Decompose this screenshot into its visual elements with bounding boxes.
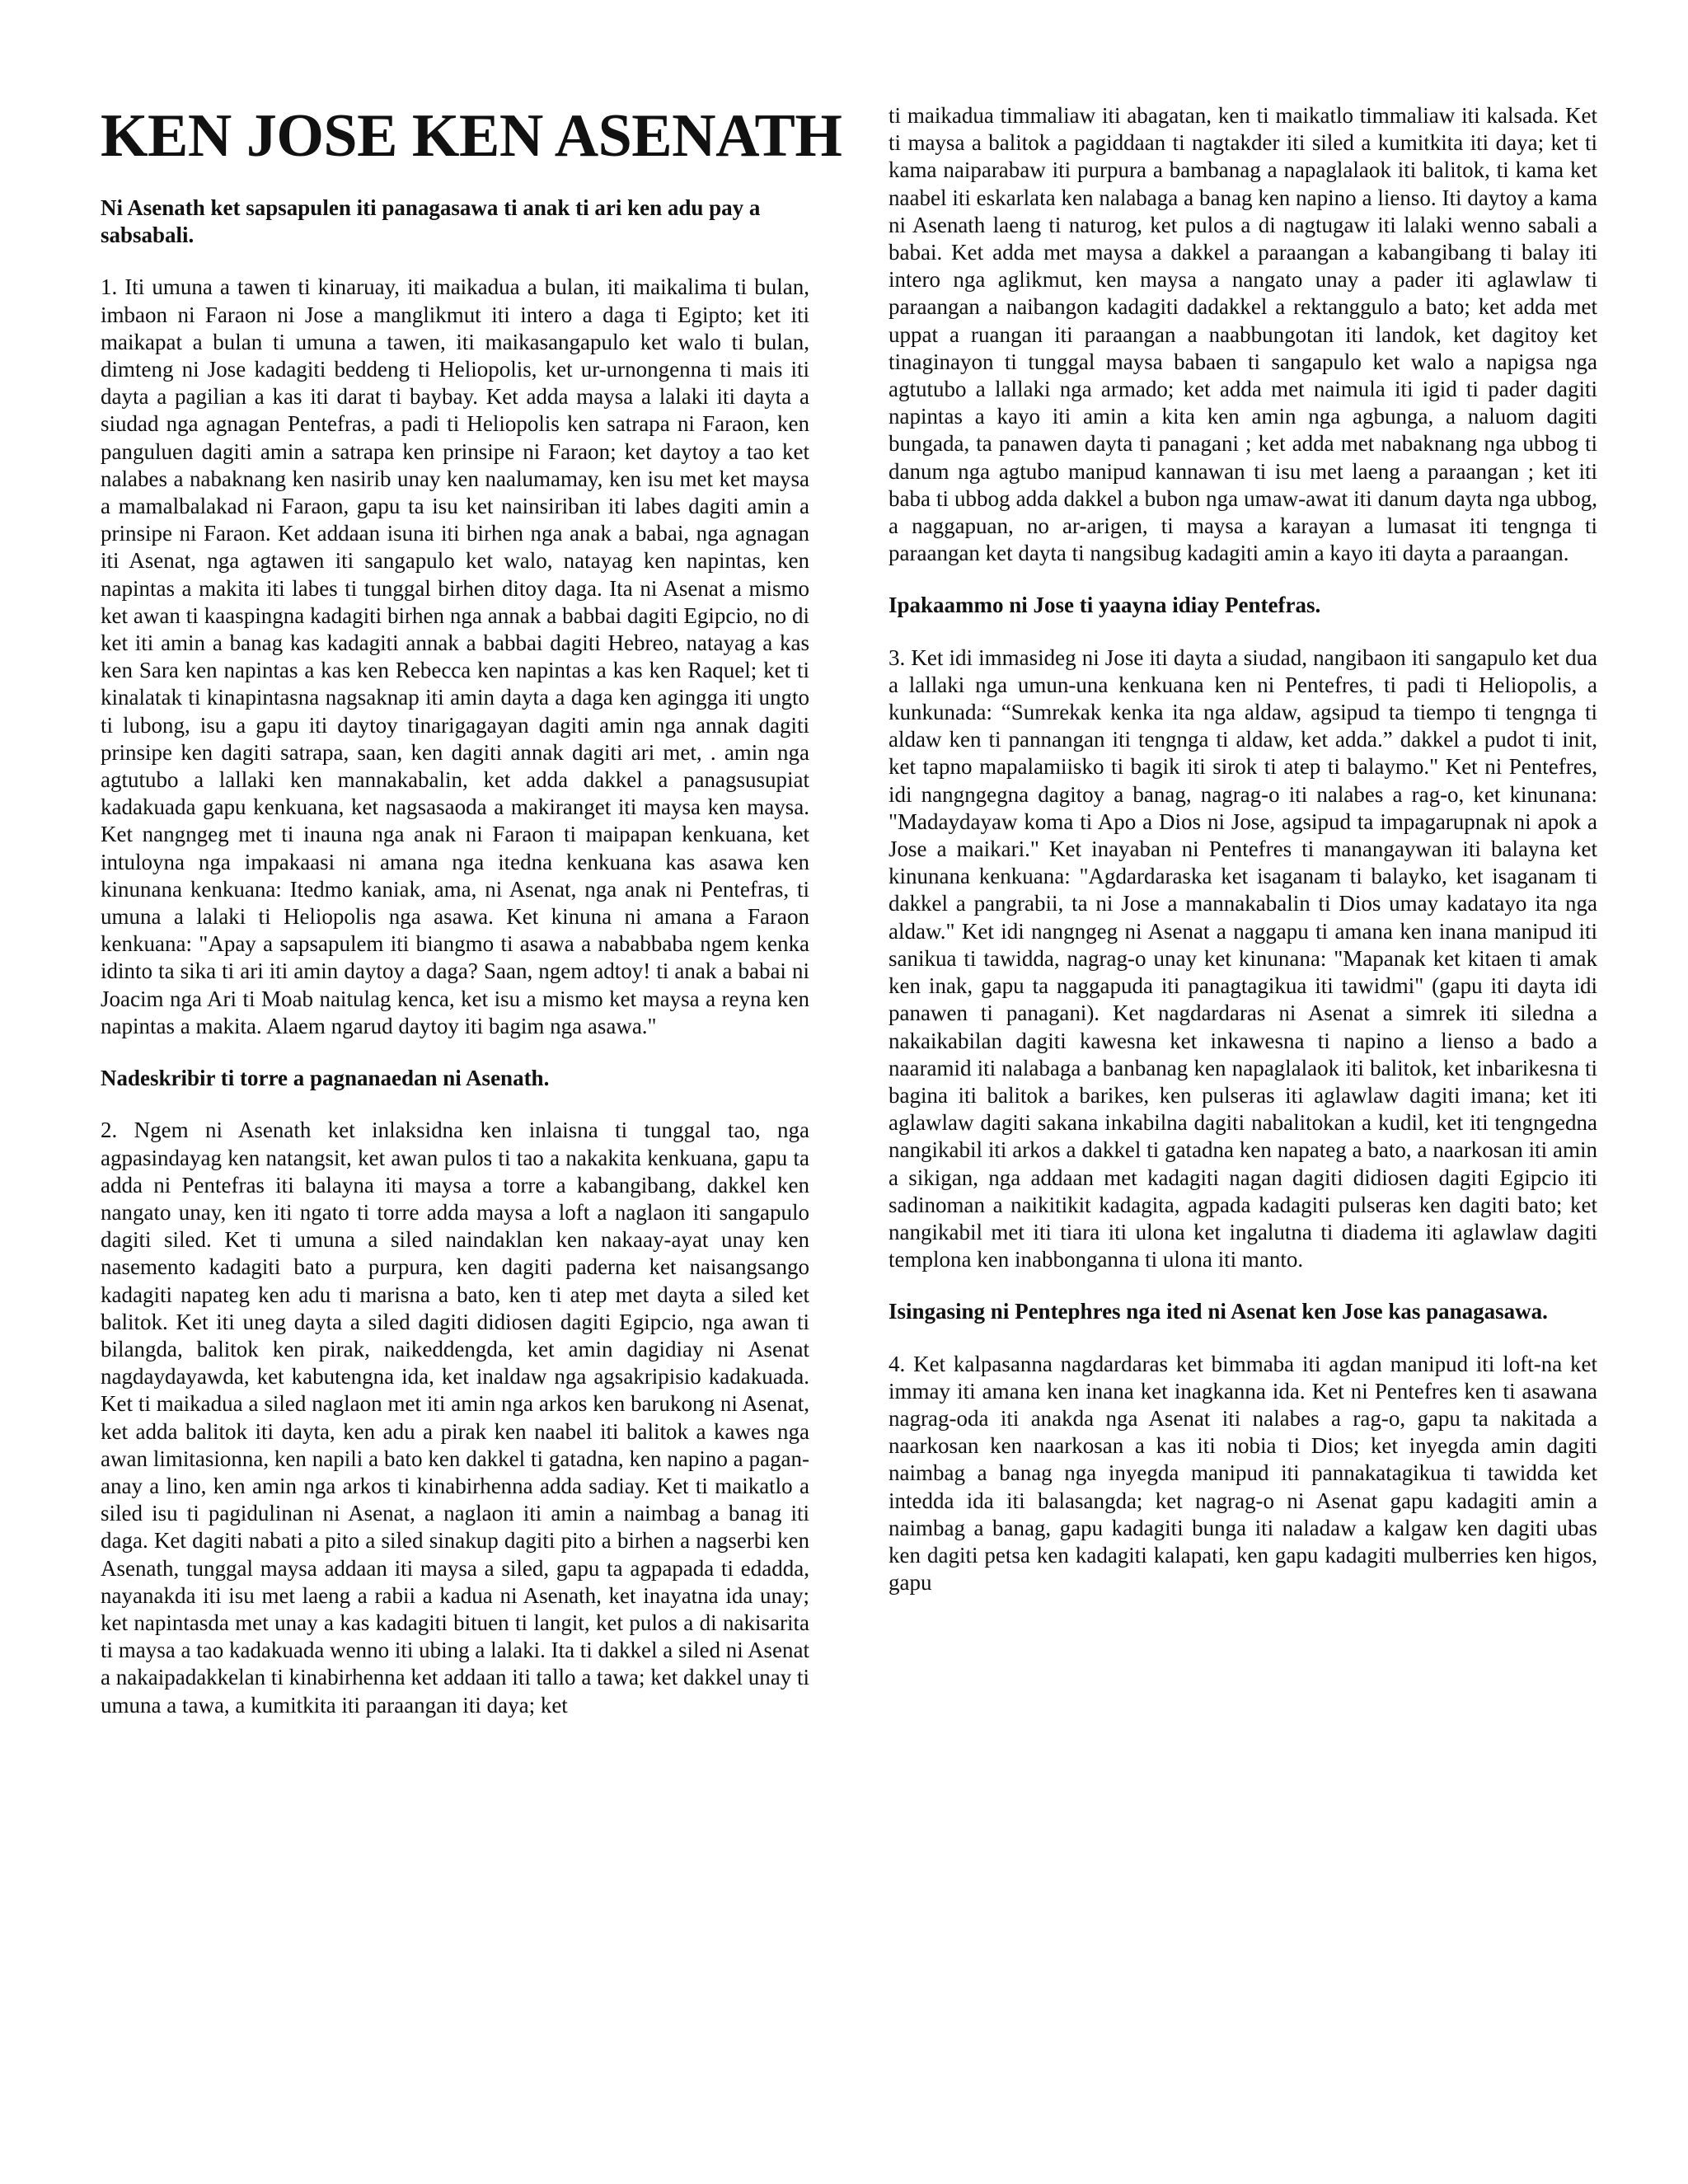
section-heading-4: Isingasing ni Pentephres nga ited ni Asenat ken Jose kas panagasawa. [889,1299,1548,1324]
section-heading-2: Nadeskribir ti torre a pagnanaedan ni Asenath. [101,1066,550,1091]
paragraph-4: 4. Ket kalpasanna nagdardaras ket bimmaba iti agdan manipud iti loft-na ket immay iti amana ken inana ket inagkanna ida. Ket ni Pentefres ken ti asawana nagrag-oda iti anakda nga Asenat iti nalabes a rag-o, gapu ta nakitada a naarkosan ken naarkosan a kas iti nobia ti Dios; ket inyegda amin dagiti naimbag a banag nga inyegda manipud iti pannakatagikua ti tawidda ket intedda ida iti balasangda; ket nagrag-o ni Asenat gapu kadagiti amin a naimbag a banag, gapu kadagiti bunga iti naladaw a kalgaw ken dagiti ubas ken dagiti petsa ken kadagiti kalapati, ken gapu kadagiti mulberries ken higos, gapu [889,1351,1597,1596]
paragraph-1: 1. Iti umuna a tawen ti kinaruay, iti maikadua a bulan, iti maikalima ti bulan, imbaon ni Faraon ni Jose a manglikmut iti intero a daga ti Egipto; ket iti maikapat a bulan ti umuna a tawen, iti maikasangapulo ket walo ti bulan, dimteng ni Jose kadagiti beddeng ti Heliopolis, ket ur-urnongenna ti mais iti dayta a pagilian a kas iti darat ti baybay. Ket adda maysa a lalaki iti dayta a siudad nga agnagan Pentefras, a padi ti Heliopolis ken satrapa ni Faraon, ken panguluen dagiti amin a satrapa ken prinsipe ni Faraon; ket daytoy a tao ket nalabes a nabaknang ken nasirib unay ken naalumamay, ken isu met ket maysa a mamalbalakad ni Faraon, gapu ta isu ket nainsiriban iti labes dagiti amin a prinsipe ni Faraon. Ket addaan isuna iti birhen nga anak a babai, nga agnagan iti Asenat, nga agtawen iti sangapulo ket walo, natayag ken napintas, ken napintas a makita iti labes ti tunggal birhen ditoy daga. Ita ni Asenat a mismo ket awan ti kaaspingna kadagiti birhen nga annak a babbai dagiti Egipcio, no di ket iti amin a banag kas kadagiti annak a babbai dagiti Hebreo, natayag a kas ken Sara ken napintas a kas ken Rebecca ken napintas a kas ken Raquel; ket ti kinalatak ti kinapintasna nagsaknap iti amin dayta a daga ken agingga iti ungto ti lubong, isu a gapu iti daytoy tinarigagayan dagiti amin nga annak dagiti prinsipe ken dagiti satrapa, saan, ken dagiti annak dagiti ari met, . amin nga agtutubo a lallaki ken mannakabalin, ket adda dakkel a panagsusupiat kadakuada gapu kenkuana, ket nagsasaoda a makiranget iti maysa ken maysa. Ket nangngeg met ti inauna nga anak ni Faraon ti maipapan kenkuana, ket intuloyna nga impakaasi ni amana nga itedna kenkuana kas asawa ken kinunana kenkuana: Itedmo kaniak, ama, ni Asenat, nga anak ni Pentefras, ti umuna a lalaki ti Heliopolis nga asawa. Ket kinuna ni amana a Faraon kenkuana: "Apay a sapsapulem iti biangmo ti asawa a nababbaba ngem kenka idinto ta sika ti ari iti amin daytoy a daga? Saan, ngem adtoy! ti anak a babai ni Joacim nga Ari ti Moab naitulag kenca, ket isu a mismo ket maysa a reyna ken napintas a makita. Alaem ngarud daytoy iti bagim nga asawa." [101,274,809,1038]
paragraph-2-continued: ti maikadua timmaliaw iti abagatan, ken ti maikatlo timmaliaw iti kalsada. Ket ti maysa a balitok a pagiddaan ti nagtakder iti siled a kumitkita iti daya; ket ti kama naiparabaw iti purpura a bambanag a napaglalaok iti balitok, ti kama ket naabel iti eskarlata ken nalabaga a banag ken napino a lienso. Iti daytoy a kama ni Asenath laeng ti naturog, ket pulos a di nagtugaw iti lalaki wenno sabali a babai. Ket adda met maysa a dakkel a paraangan a kabangibang ti balay iti intero nga aglikmut, ken maysa a nangato unay a pader iti aglawlaw ti paraangan a naibangon kadagiti dadakkel a rektanggulo a bato; ket adda met uppat a ruangan iti paraangan a naabbungotan iti landok, ket dagitoy ket tinaginayon ti tunggal maysa babaen ti sangapulo ket walo a napigsa nga agtutubo a lallaki nga armado; ket adda met naimula iti igid ti pader dagiti napintas a kayo iti amin a kita ken amin nga agbunga, a naluom dagiti bungada, ta panawen dayta ti panagani ; ket adda met nabaknang nga ubbog ti danum nga agtubo manipud kannawan ti isu met laeng a paraangan ; ket iti baba ti ubbog adda dakkel a bubon nga umaw-awat iti danum dayta nga ubbog, a naggapuan, no ar-arigen, ti maysa a karayan a lumasat iti tengnga ti paraangan ket dayta ti nangsibug kadagiti amin a kayo iti dayta a paraangan. [889,103,1597,566]
paragraph-2: 2. Ngem ni Asenath ket inlaksidna ken inlaisna ti tunggal tao, nga agpasindayag ken natangsit, ket awan pulos ti tao a nakakita kenkuana, gapu ta adda ni Pentefras iti balayna iti maysa a torre a kabangibang, dakkel ken nangato unay, ken iti ngato ti torre adda maysa a loft a naglaon iti sangapulo dagiti siled. Ket ti umuna a siled naindaklan ken nakaay-ayat unay ken nasemento kadagiti bato a purpura, ken dagiti paderna ket naisangsango kadagiti napateg ken adu ti marisna a bato, ken ti atep met dayta a siled ket balitok. Ket iti uneg dayta a siled dagiti didiosen dagiti Egipcio, nga awan ti bilangda, balitok ken pirak, naikeddengda, ket amin dagidiay ni Asenat nagdaydayawda, ket kabutengna ida, ket inaldaw nga agsakripisio kadakuada. Ket ti maikadua a siled naglaon met iti amin nga arkos ken barukong ni Asenat, ket adda balitok iti dayta, ken adu a pirak ken naabel iti balitok a kawes nga awan limitasionna, ken napili a bato ken dakkel ti gatadna, ken napino a pagan-anay a lino, ken amin nga arkos ti kinabirhenna adda sadiay. Ket ti maikatlo a siled isu ti pagidulinan ni Asenat, a naglaon iti amin a naimbag a banag iti daga. Ket dagiti nabati a pito a siled sinakup dagiti pito a birhen a nagserbi ken Asenath, tunggal maysa addaan iti maysa a siled, gapu ta agpapada ti edadda, nayanakda iti isu met laeng a rabii a kadua ni Asenath, ket inayatna ida unay; ket napintasda met unay a kas kadagiti bituen ti langit, ket pulos a di nakisarita ti maysa a tao kadakuada wenno iti ubing a lalaki. Ita ti dakkel a siled ni Asenat a nakaipadakkelan ti kinabirhenna ket addaan iti tallo a tawa; ket dakkel unay ti umuna a tawa, a kumitkita iti paraangan iti daya; ket [101,1118,809,1718]
document-page [101,97,1597,2141]
left-column [101,97,842,2141]
right-column [889,97,1597,2141]
section-heading-3: Ipakaammo ni Jose ti yaayna idiay Pentefras. [889,593,1321,618]
paragraph-3: 3. Ket idi immasideg ni Jose iti dayta a siudad, nangibaon iti sangapulo ket dua a lallaki nga umun-una kenkuana ken ni Pentefres, ti padi ti Heliopolis, a kunkunada: “Sumrekak kenka ita nga aldaw, agsipud ta tiempo ti tengnga ti aldaw ken ti pannangan iti tengnga ti aldaw, ket adda.” dakkel a pudot ti init, ket tapno mapalamiisko ti bagik iti sirok ti atep ti balaymo." Ket ni Pentefres, idi nangngegna dagitoy a banag, nagrag-o iti nalabes a rag-o, ket kinunana: "Madaydayaw koma ti Apo a Dios ni Jose, agsipud ta impagarupnak ni apok a Jose a maikari." Ket inayaban ni Pentefres ti manangaywan iti balayna ket kinunana kenkuana: "Agdardaraska ket isaganam ti balayko, ket isaganam ti dakkel a pangrabii, ta ni Jose a mannakabalin ti Dios umay kadatayo ita nga aldaw." Ket idi nangngeg ni Asenat a naggapu ti amana ken inana manipud iti sanikua ti tawidda, nagrag-o unay ket kinunana: "Mapanak ket kitaen ti amak ken inak, gapu ta naggapuda iti panagtagikua iti tawidmi" (gapu iti dayta idi panawen ti panagani). Ket nagdardaras ni Asenat a simrek iti siledna a nakaikabilan dagiti kawesna ket inkawesna ti napino a lienso a bado a naaramid iti nalabaga a banbanag ken napaglalaok iti balitok, ket inbarikesna ti bagina iti balitok a barikes, ken pulseras iti aglawlaw dagiti imana; ket iti aglawlaw dagiti sakana inkabilna dagiti nabalitokan a kudil, ket iti tengngedna nangikabil iti arkos a dakkel ti gatadna ken napateg a bato, a naarkosan iti amin a sikigan, nga addaan met kadagiti nagan dagiti didiosen dagiti Egipcio iti sadinoman a naikitikit kadagita, agpada kadagiti pulseras ken dagiti bato; ket nangikabil met iti tiara iti ulona ket ingalutna ti diadema iti aglawlaw dagiti templona ken inabbonganna ti ulona iti manto. [889,644,1597,1272]
subtitle-heading: Ni Asenath ket sapsapulen iti panagasawa ti anak ti ari ken adu pay a sabsabali. [101,195,761,248]
document-title: KEN JOSE KEN ASENATH [101,102,842,170]
